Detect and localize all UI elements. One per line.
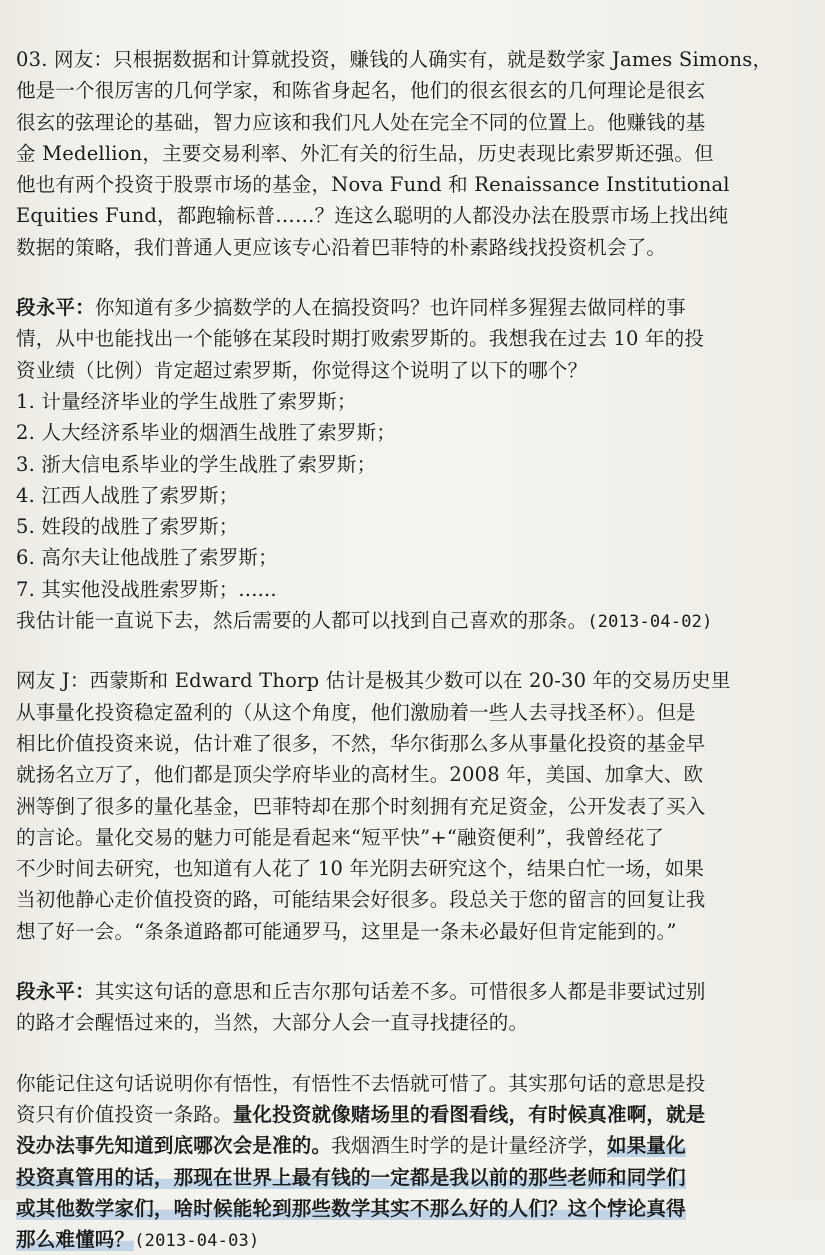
page-text	[16, 44, 804, 1255]
highlighted-bold-text: 如果量化	[607, 1134, 686, 1158]
list-item: 4. 江西人战胜了索罗斯；	[16, 483, 239, 507]
paragraph-line: 从事量化投资稳定盈利的（从这个角度，他们激励着一些人去寻找圣杯）。但是	[16, 700, 696, 724]
list-item: 2. 人大经济系毕业的烟酒生战胜了索罗斯；	[16, 421, 397, 445]
paragraph-line: 不少时间去研究，也知道有人花了 10 年光阴去研究这个，结果白忙一场，如果	[16, 857, 705, 881]
bold-text: 量化投资就像赌场里的看图看线，有时候真准啊，就是	[232, 1102, 706, 1126]
speaker-name: 段永平：	[16, 296, 95, 320]
paragraph-line: 金 Medellion，主要交易利率、外汇有关的衍生品，历史表现比索罗斯还强。但	[16, 141, 714, 165]
paragraph-line	[16, 1193, 804, 1224]
paragraph-line	[16, 1162, 804, 1193]
paragraph-line	[16, 605, 804, 636]
speaker-name: 段永平：	[16, 980, 95, 1004]
paragraph-line: 你能记住这句话说明你有悟性，有悟性不去悟就可惜了。其实那句话的意思是投	[16, 1071, 706, 1095]
reply-text: 其实这句话的意思和丘吉尔那句话差不多。可惜很多人都是非要试过别	[94, 980, 706, 1004]
paragraph-gap	[16, 1039, 804, 1068]
paragraph-line	[16, 1224, 804, 1255]
paragraph-line: 相比价值投资来说，估计难了很多，不然，华尔街那么多从事量化投资的基金早	[16, 731, 706, 755]
reply-text: 你知道有多少搞数学的人在搞投资吗？也许同样多猩猩去做同样的事	[94, 296, 686, 320]
paragraph-gap	[16, 947, 804, 976]
post-date: (2013-04-02)	[587, 612, 713, 633]
paragraph-line: 他也有两个投资于股票市场的基金，Nova Fund 和 Renaissance Institutional	[16, 173, 730, 197]
plain-text: 资只有价值投资一条路。	[16, 1102, 233, 1126]
paragraph-line: 洲等倒了很多的量化基金，巴菲特却在那个时刻拥有充足资金，公开发表了买入	[16, 794, 706, 818]
paragraph-line	[16, 1130, 804, 1161]
reply-duan-3	[16, 1068, 804, 1255]
paragraph-line: 想了好一会。“条条道路都可能通罗马，这里是一条未必最好但肯定能到的。”	[16, 919, 677, 943]
closing-text: 我估计能一直说下去，然后需要的人都可以找到自己喜欢的那条。	[16, 609, 588, 633]
paragraph-line: 的路才会醒悟过来的，当然，大部分人会一直寻找捷径的。	[16, 1011, 529, 1035]
paragraph-line	[16, 292, 804, 323]
paragraph-line	[16, 1099, 804, 1130]
highlighted-bold-text: 或其他数学家们，啥时候能轮到那些数学其实不那么好的人们？这个悖论真得	[16, 1196, 686, 1220]
list-item: 7. 其实他没战胜索罗斯；......	[16, 577, 277, 601]
highlighted-bold-text: 那么难懂吗？	[16, 1228, 135, 1252]
paragraph-line: 的言论。量化交易的魅力可能是看起来“短平快”+“融资便利”，我曾经花了	[16, 825, 665, 849]
reply-duan-1	[16, 292, 804, 636]
question-03	[16, 44, 804, 263]
paragraph-line: 资业绩（比例）肯定超过索罗斯，你觉得这个说明了以下的哪个？	[16, 358, 588, 382]
reply-duan-2	[16, 976, 804, 1039]
paragraph-gap	[16, 263, 804, 292]
post-date: (2013-04-03)	[134, 1231, 260, 1252]
netizen-j	[16, 665, 804, 947]
paragraph-line: 就扬名立万了，他们都是顶尖学府毕业的高材生。2008 年，美国、加拿大、欧	[16, 763, 704, 787]
list-item: 1. 计量经济毕业的学生战胜了索罗斯；	[16, 389, 357, 413]
list-item: 5. 姓段的战胜了索罗斯；	[16, 515, 239, 539]
paragraph-line: 网友 J：西蒙斯和 Edward Thorp 估计是极其少数可以在 20-30 年的交易历史里	[16, 669, 731, 693]
paragraph-line: 很玄的弦理论的基础，智力应该和我们凡人处在完全不同的位置上。他赚钱的基	[16, 110, 706, 134]
paragraph-line: Equities Fund，都跑输标普……？连这么聪明的人都没办法在股票市场上找出纯	[16, 204, 729, 228]
bold-text: 没办法事先知道到底哪次会是准的。	[16, 1134, 332, 1158]
paragraph-gap	[16, 636, 804, 665]
highlighted-bold-text: 投资真管用的话，那现在世界上最有钱的一定都是我以前的那些老师和同学们	[16, 1165, 686, 1189]
paragraph-line: 数据的策略，我们普通人更应该专心沿着巴菲特的朴素路线找投资机会了。	[16, 235, 667, 259]
paragraph-line: 他是一个很厉害的几何学家，和陈省身起名，他们的很玄很玄的几何理论是很玄	[16, 79, 706, 103]
list-item: 3. 浙大信电系毕业的学生战胜了索罗斯；	[16, 452, 377, 476]
paragraph-line: 当初他静心走价值投资的路，可能结果会好很多。段总关于您的留言的回复让我	[16, 888, 706, 912]
paragraph-line	[16, 976, 804, 1007]
paragraph-line: 03. 网友：只根据数据和计算就投资，赚钱的人确实有，就是数学家 James Simons，	[16, 48, 773, 71]
paragraph-line: 情，从中也能找出一个能够在某段时期打败索罗斯的。我想我在过去 10 年的投	[16, 327, 705, 351]
list-item: 6. 高尔夫让他战胜了索罗斯；	[16, 546, 278, 570]
plain-text: 我烟酒生时学的是计量经济学，	[331, 1134, 608, 1158]
